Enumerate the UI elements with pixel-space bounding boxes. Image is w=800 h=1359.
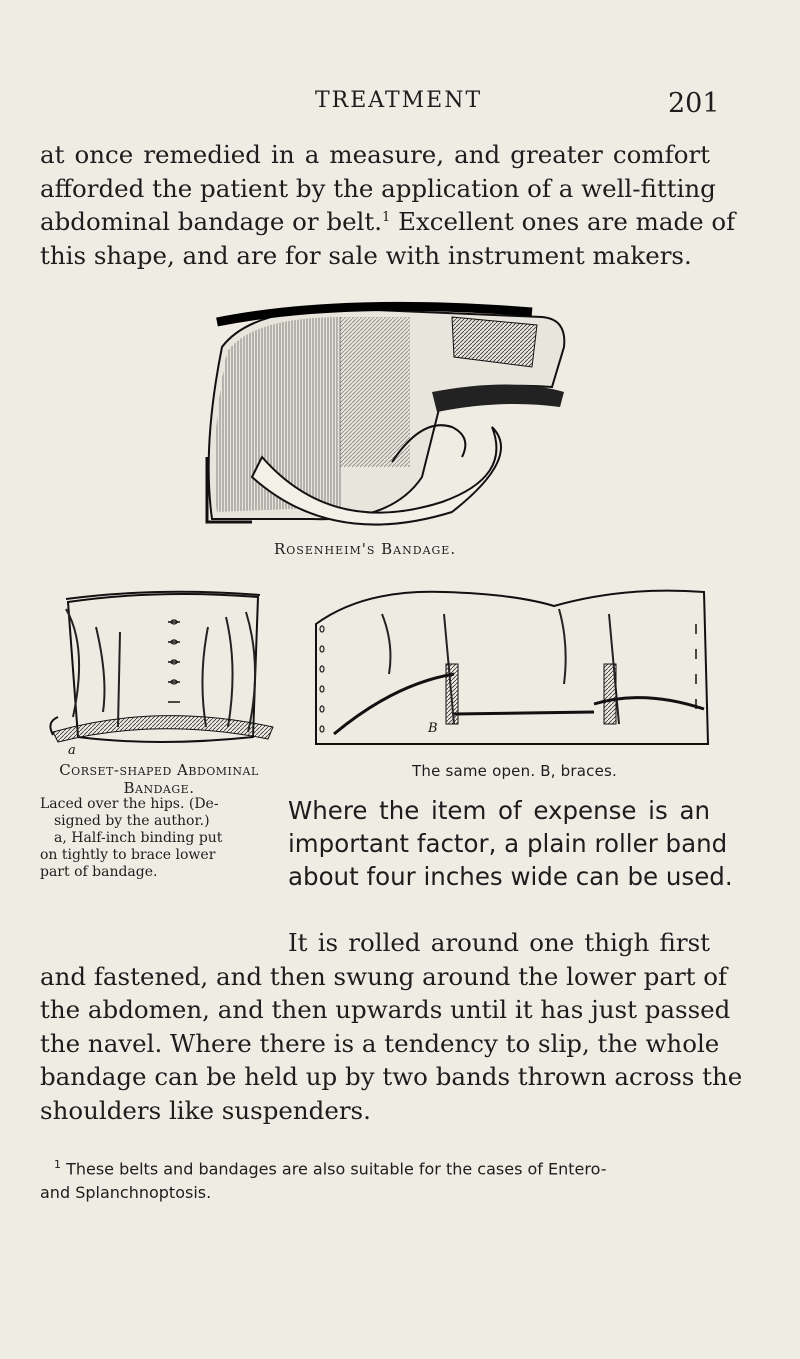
caption-title-line: Corset-shaped Abdominal [59,761,259,779]
running-header: TREATMENT [315,88,483,113]
text-fragment: abdominal bandage or belt. [40,207,383,236]
paragraph-2-top [288,794,733,893]
text-line: Where the item of expense is an [288,796,710,825]
figure-left-caption-body [40,796,278,881]
footnote-line: and Splanchnoptosis. [40,1183,212,1203]
page-number: 201 [668,88,720,119]
text-line: about four inches wide can be used. [288,862,733,891]
figure-caption-main: Rosenheim's Bandage. [274,540,457,558]
caption-line: on tightly to brace lower [40,847,216,863]
footnote-marker: 1 [54,1158,61,1171]
footnote-reference: 1 [382,209,391,225]
footnote-text: These belts and bandages are also suitable for the cases of Entero- [61,1159,607,1179]
text-line: and fastened, and then swung around the lower part of [40,961,728,991]
text-line: at once remedied in a measure, and greater comfort [40,140,710,169]
caption-line: part of bandage. [40,864,158,880]
rosenheim-bandage-illustration [192,287,572,537]
text-line: bandage can be held up by two bands thrown across the [40,1062,743,1091]
figure-left-caption-title [40,761,278,797]
figure-label-a: a [68,743,76,757]
paragraph-2-bottom [40,926,743,1127]
text-line: It is rolled around one thigh first [288,928,710,957]
text-line: shoulders like suspenders. [40,1095,371,1125]
text-line: important factor, a plain roller band [288,829,728,858]
paragraph-1 [40,138,736,272]
text-line: afforded the patient by the application of a well-fitting [40,173,716,203]
open-bandage-illustration [304,584,710,754]
text-fragment: Excellent ones are made of [390,207,736,236]
footnote [40,1153,710,1205]
caption-title-line: Bandage. [123,779,195,797]
text-line: this shape, and are for sale with instrument makers. [40,240,692,270]
text-line: the navel. Where there is a tendency to slip, the whole [40,1028,720,1058]
text-line: the abdomen, and then upwards until it has just passed [40,995,731,1024]
caption-line: Laced over the hips. (De- [40,796,219,812]
caption-line: signed by the author.) [54,813,210,829]
corset-bandage-illustration [48,587,280,757]
figure-right-caption: The same open. B, braces. [412,762,618,780]
caption-line: a, Half-inch binding put [54,830,223,846]
figure-label-b: B [428,721,438,736]
footnote-line [40,1153,710,1181]
text-line [40,205,736,239]
